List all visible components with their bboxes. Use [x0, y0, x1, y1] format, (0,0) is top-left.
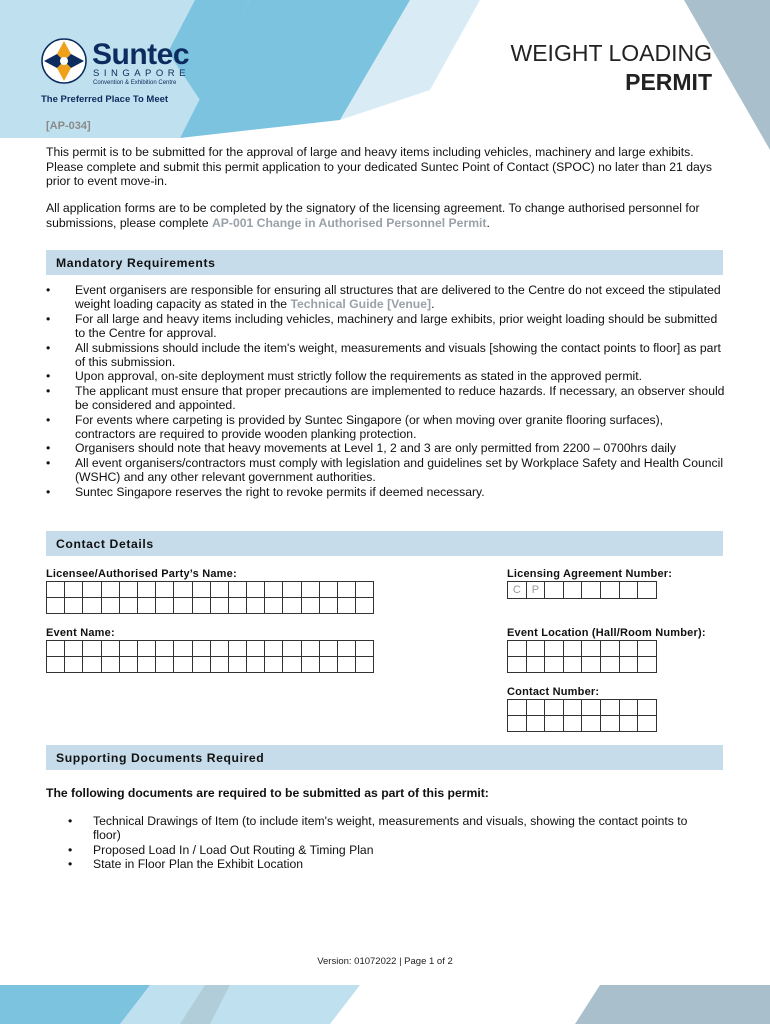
input-cell[interactable]	[283, 598, 301, 614]
input-cell[interactable]	[320, 641, 338, 657]
list-item: • State in Floor Plan the Exhibit Location	[68, 857, 718, 871]
event-name-input[interactable]	[46, 640, 374, 673]
contact-number-input[interactable]	[507, 699, 657, 732]
technical-guide-link[interactable]: Technical Guide [Venue]	[290, 297, 432, 312]
input-cell[interactable]	[620, 700, 639, 716]
input-cell[interactable]	[302, 598, 320, 614]
input-cell[interactable]	[527, 700, 546, 716]
event-name-label: Event Name:	[46, 627, 115, 639]
input-cell[interactable]	[83, 582, 101, 598]
input-cell[interactable]	[302, 641, 320, 657]
input-cell[interactable]	[338, 598, 356, 614]
list-item: • Organisers should note that heavy movements at Level 1, 2 and 3 are only permitted from 2200 – 0700hrs daily	[46, 441, 726, 455]
input-cell[interactable]	[265, 598, 283, 614]
input-cell[interactable]	[545, 641, 564, 657]
input-cell[interactable]	[564, 641, 583, 657]
logo-title: Suntec	[92, 38, 190, 71]
suntec-globe-icon	[41, 38, 87, 84]
input-cell[interactable]	[638, 657, 657, 673]
input-cell[interactable]	[545, 716, 564, 732]
input-cell[interactable]	[601, 657, 620, 673]
mandatory-requirements-header	[46, 250, 723, 275]
form-code: [AP-034]	[46, 120, 91, 132]
list-item: • Proposed Load In / Load Out Routing & Timing Plan	[68, 843, 718, 857]
input-cell[interactable]	[527, 716, 546, 732]
contact-details-title: Contact Details	[56, 537, 154, 551]
input-cell[interactable]	[120, 657, 138, 673]
input-cell[interactable]	[138, 641, 156, 657]
input-cell[interactable]	[582, 716, 601, 732]
mandatory-requirements-title: Mandatory Requirements	[56, 256, 216, 270]
list-item: • For all large and heavy items including vehicles, machinery and large exhibits, prior weight loading should be submitted to the Centre for approval.	[46, 312, 726, 341]
logo-subtitle: SINGAPORE	[93, 68, 190, 79]
input-cell[interactable]	[120, 641, 138, 657]
supporting-documents-list	[68, 814, 718, 872]
input-cell[interactable]	[508, 716, 527, 732]
contact-details-header	[46, 531, 723, 556]
input-cell[interactable]	[174, 641, 192, 657]
input-cell[interactable]	[174, 598, 192, 614]
input-cell[interactable]	[638, 582, 657, 599]
input-cell[interactable]	[156, 582, 174, 598]
input-cell[interactable]	[508, 657, 527, 673]
input-cell[interactable]	[582, 582, 601, 599]
change-personnel-permit-link[interactable]: AP-001 Change in Authorised Personnel Permit	[211, 215, 487, 230]
input-cell[interactable]	[582, 657, 601, 673]
input-cell[interactable]	[320, 598, 338, 614]
input-cell[interactable]	[65, 582, 83, 598]
input-cell[interactable]	[545, 700, 564, 716]
title-line-1: WEIGHT LOADING	[510, 40, 712, 66]
input-cell[interactable]	[65, 657, 83, 673]
input-cell[interactable]	[138, 657, 156, 673]
input-cell[interactable]	[638, 716, 657, 732]
input-cell[interactable]	[193, 598, 211, 614]
event-location-label: Event Location (Hall/Room Number):	[507, 627, 706, 639]
input-cell[interactable]	[265, 641, 283, 657]
input-cell[interactable]	[283, 582, 301, 598]
input-cell[interactable]	[564, 716, 583, 732]
input-cell[interactable]	[247, 598, 265, 614]
list-item	[46, 283, 726, 312]
list-item: • For events where carpeting is provided by Suntec Singapore (or when moving over granite flooring surfaces), contractors are required to provide wooden planking protection.	[46, 413, 726, 442]
list-item: • Upon approval, on-site deployment must strictly follow the requirements as stated in the approved permit.	[46, 369, 726, 383]
agreement-number-input[interactable]	[507, 581, 657, 599]
input-cell[interactable]	[620, 641, 639, 657]
input-cell[interactable]	[156, 598, 174, 614]
input-cell[interactable]	[229, 582, 247, 598]
list-item: • Technical Drawings of Item (to include item's weight, measurements and visuals, showing the contact points to floor)	[68, 814, 718, 843]
input-cell[interactable]	[102, 657, 120, 673]
input-cell[interactable]	[229, 657, 247, 673]
title-line-2: PERMIT	[625, 69, 712, 95]
input-cell[interactable]	[545, 582, 564, 599]
input-cell[interactable]	[601, 641, 620, 657]
input-cell[interactable]	[47, 641, 65, 657]
supporting-documents-header	[46, 745, 723, 770]
input-cell[interactable]	[265, 657, 283, 673]
input-cell[interactable]	[601, 716, 620, 732]
input-cell[interactable]	[193, 641, 211, 657]
input-cell[interactable]	[508, 641, 527, 657]
input-cell[interactable]	[338, 582, 356, 598]
input-cell[interactable]	[527, 641, 546, 657]
input-cell[interactable]	[356, 657, 374, 673]
input-cell[interactable]	[83, 598, 101, 614]
licensee-name-input[interactable]	[46, 581, 374, 614]
logo-subtitle-small: Convention & Exhibition Centre	[93, 80, 177, 86]
input-cell[interactable]	[120, 598, 138, 614]
input-cell[interactable]	[211, 598, 229, 614]
input-cell[interactable]	[156, 641, 174, 657]
input-cell[interactable]	[356, 582, 374, 598]
input-cell[interactable]	[338, 657, 356, 673]
input-cell[interactable]	[620, 716, 639, 732]
contact-number-label: Contact Number:	[507, 686, 600, 698]
input-cell[interactable]	[174, 582, 192, 598]
input-cell[interactable]	[582, 700, 601, 716]
input-cell[interactable]	[620, 582, 639, 599]
input-cell[interactable]	[638, 641, 657, 657]
input-cell[interactable]	[120, 582, 138, 598]
input-cell[interactable]	[138, 598, 156, 614]
input-cell[interactable]	[638, 700, 657, 716]
input-cell[interactable]	[65, 641, 83, 657]
input-cell[interactable]	[356, 598, 374, 614]
input-cell[interactable]	[302, 582, 320, 598]
input-cell[interactable]	[564, 700, 583, 716]
input-cell[interactable]	[265, 582, 283, 598]
mandatory-requirements-list	[46, 283, 726, 499]
input-cell[interactable]	[193, 582, 211, 598]
intro-paragraph-1: This permit is to be submitted for the approval of large and heavy items including vehicles, machinery and large exhibits. Please complete and submit this permit application to your dedicated Suntec Point of Contact (SPOC) no later than 21 days prior to event move-in.	[46, 145, 712, 189]
input-cell[interactable]	[564, 582, 583, 599]
supporting-documents-intro: The following documents are required to be submitted as part of this permit:	[46, 786, 489, 800]
input-cell[interactable]	[229, 641, 247, 657]
list-item: • All event organisers/contractors must comply with legislation and guidelines set by Workplace Safety and Health Council (WSHC) and any other relevant government authorities.	[46, 456, 726, 485]
input-cell[interactable]	[211, 657, 229, 673]
input-cell[interactable]	[211, 641, 229, 657]
list-item-end: .	[431, 297, 435, 312]
input-cell[interactable]	[601, 582, 620, 599]
intro-paragraph-2-text: All application forms are to be completed by the signatory of the licensing agreement. To change authorised personnel for submissions, please complete	[46, 201, 700, 230]
input-cell[interactable]	[193, 657, 211, 673]
input-cell[interactable]	[211, 582, 229, 598]
input-cell[interactable]	[508, 700, 527, 716]
input-cell[interactable]	[65, 598, 83, 614]
agreement-prefix-c: C	[508, 582, 527, 599]
licensee-name-label: Licensee/Authorised Party’s Name:	[46, 568, 237, 580]
input-cell[interactable]	[247, 657, 265, 673]
tagline: The Preferred Place To Meet	[41, 94, 169, 105]
input-cell[interactable]	[47, 657, 65, 673]
input-cell[interactable]	[302, 657, 320, 673]
input-cell[interactable]	[102, 641, 120, 657]
input-cell[interactable]	[620, 657, 639, 673]
list-item-text: Event organisers are responsible for ensuring all structures that are delivered to the Centre do not exceed the stipulated weight loading capacity as stated in the	[75, 283, 721, 312]
input-cell[interactable]	[601, 700, 620, 716]
event-location-input[interactable]	[507, 640, 657, 673]
document-title	[511, 40, 713, 96]
input-cell[interactable]	[102, 598, 120, 614]
list-item: • Suntec Singapore reserves the right to revoke permits if deemed necessary.	[46, 485, 726, 499]
input-cell[interactable]	[247, 582, 265, 598]
input-cell[interactable]	[247, 641, 265, 657]
input-cell[interactable]	[564, 657, 583, 673]
agreement-prefix-p: P	[527, 582, 546, 599]
input-cell[interactable]	[47, 582, 65, 598]
supporting-documents-title: Supporting Documents Required	[56, 751, 265, 765]
footer-version: Version: 01072022 | Page 1 of 2	[317, 956, 453, 967]
intro-paragraph-2-end: .	[486, 215, 490, 230]
list-item: • The applicant must ensure that proper precautions are implemented to reduce hazards. If necessary, an observer should be considered and appointed.	[46, 384, 726, 413]
input-cell[interactable]	[283, 641, 301, 657]
input-cell[interactable]	[138, 582, 156, 598]
input-cell[interactable]	[102, 582, 120, 598]
input-cell[interactable]	[83, 641, 101, 657]
input-cell[interactable]	[47, 598, 65, 614]
input-cell[interactable]	[545, 657, 564, 673]
input-cell[interactable]	[156, 657, 174, 673]
input-cell[interactable]	[283, 657, 301, 673]
input-cell[interactable]	[320, 582, 338, 598]
intro-paragraph-2	[46, 201, 726, 230]
input-cell[interactable]	[527, 657, 546, 673]
input-cell[interactable]	[174, 657, 192, 673]
list-item: • All submissions should include the item's weight, measurements and visuals [showing the contact points to floor] as part of this submission.	[46, 341, 726, 370]
input-cell[interactable]	[582, 641, 601, 657]
input-cell[interactable]	[229, 598, 247, 614]
input-cell[interactable]	[320, 657, 338, 673]
input-cell[interactable]	[83, 657, 101, 673]
input-cell[interactable]	[338, 641, 356, 657]
input-cell[interactable]	[356, 641, 374, 657]
agreement-number-label: Licensing Agreement Number:	[507, 568, 673, 580]
